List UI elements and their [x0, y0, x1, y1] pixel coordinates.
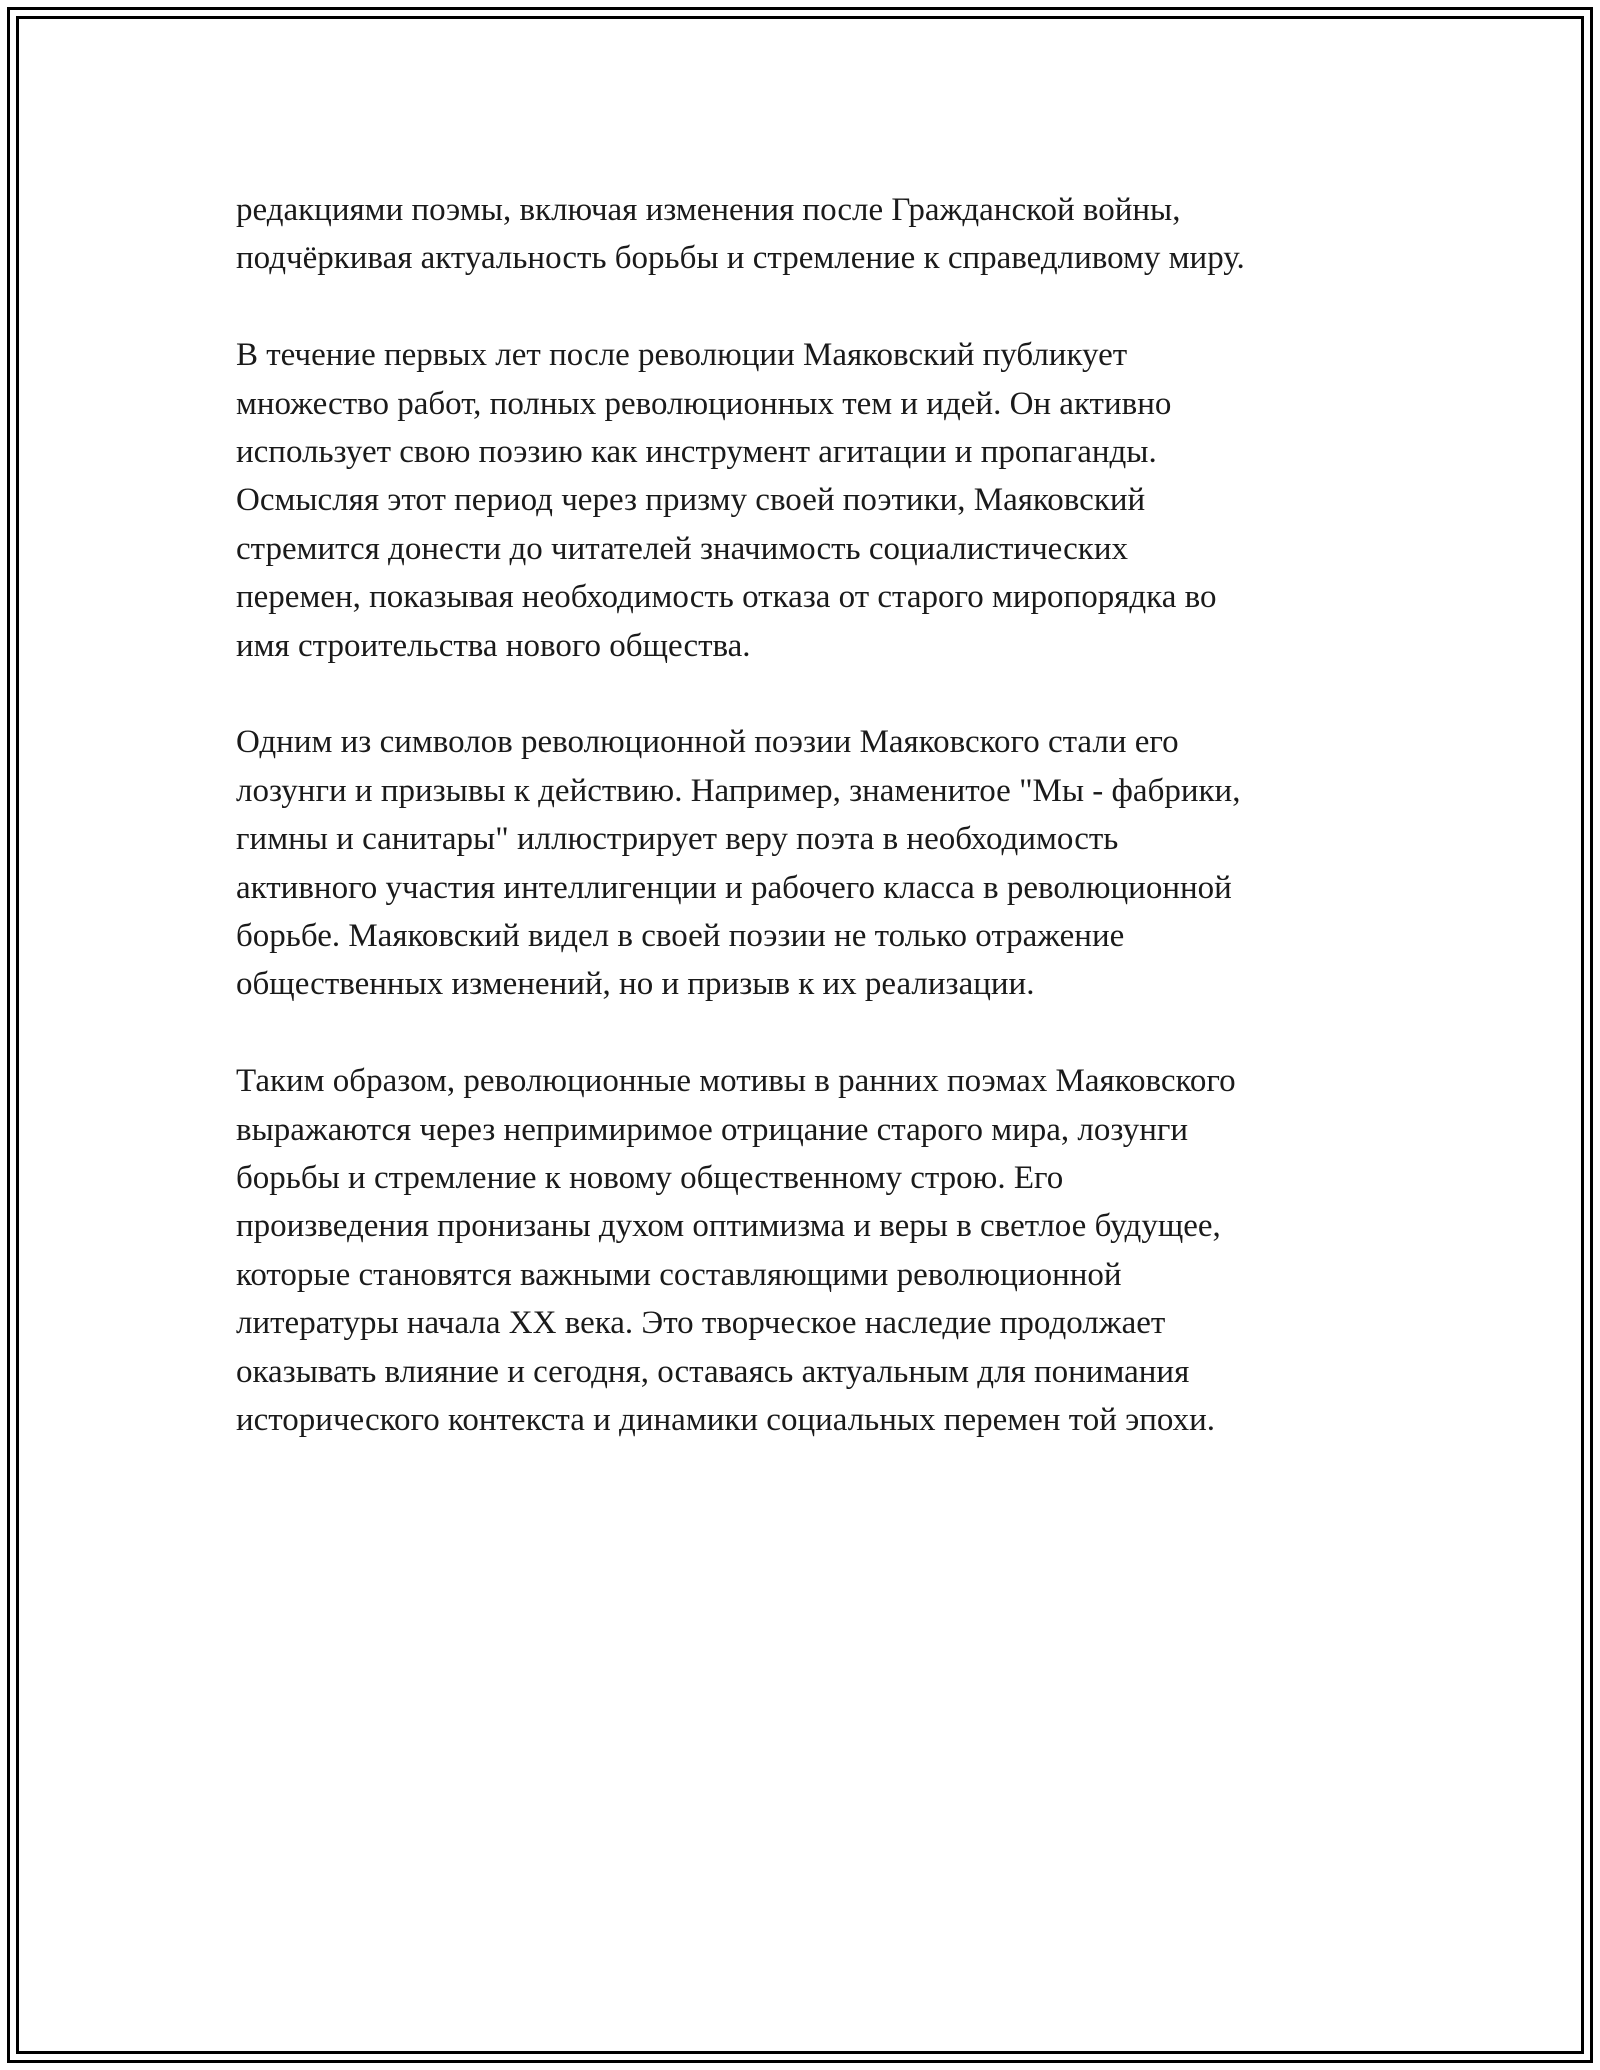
- paragraph-2: [236, 331, 1406, 670]
- text-line: борьбы и стремление к новому общественному строю. Его: [236, 1160, 1064, 1197]
- text-line: гимны и санитары" иллюстрирует веру поэта в необходимость: [236, 821, 1119, 858]
- document-body: [236, 186, 1406, 1493]
- text-line: Таким образом, революционные мотивы в ранних поэмах Маяковского: [236, 1063, 1236, 1100]
- text-line: перемен, показывая необходимость отказа от старого миропорядка во: [236, 579, 1217, 616]
- text-line: использует свою поэзию как инструмент агитации и пропаганды.: [236, 434, 1157, 471]
- text-line: Осмысляя этот период через призму своей поэтики, Маяковский: [236, 482, 1146, 519]
- text-line: произведения пронизаны духом оптимизма и веры в светлое будущее,: [236, 1208, 1221, 1245]
- text-line: которые становятся важными составляющими революционной: [236, 1256, 1122, 1293]
- paragraph-3: [236, 718, 1406, 1008]
- text-line: лозунги и призывы к действию. Например, знаменитое "Мы - фабрики,: [236, 772, 1241, 809]
- paragraph-1: [236, 186, 1406, 283]
- text-line: литературы начала XX века. Это творческое наследие продолжает: [236, 1305, 1166, 1342]
- text-line: В течение первых лет после революции Маяковский публикует: [236, 337, 1128, 374]
- text-line: исторического контекста и динамики социальных перемен той эпохи.: [236, 1402, 1216, 1439]
- text-line: активного участия интеллигенции и рабочего класса в революционной: [236, 869, 1232, 906]
- paragraph-4: [236, 1057, 1406, 1444]
- text-line: оказывать влияние и сегодня, оставаясь актуальным для понимания: [236, 1353, 1190, 1390]
- text-line: общественных изменений, но и призыв к их реализации.: [236, 966, 1035, 1003]
- text-line: подчёркивая актуальность борьбы и стремление к справедливому миру.: [236, 240, 1245, 277]
- text-line: редакциями поэмы, включая изменения после Гражданской войны,: [236, 192, 1181, 228]
- text-line: борьбе. Маяковский видел в своей поэзии не только отражение: [236, 918, 1125, 955]
- text-line: множество работ, полных революционных тем и идей. Он активно: [236, 385, 1172, 422]
- text-line: выражаются через непримиримое отрицание старого мира, лозунги: [236, 1111, 1189, 1148]
- text-line: имя строительства нового общества.: [236, 627, 751, 664]
- text-line: Одним из символов революционной поэзии Маяковского стали его: [236, 724, 1179, 761]
- text-line: стремится донести до читателей значимость социалистических: [236, 530, 1128, 567]
